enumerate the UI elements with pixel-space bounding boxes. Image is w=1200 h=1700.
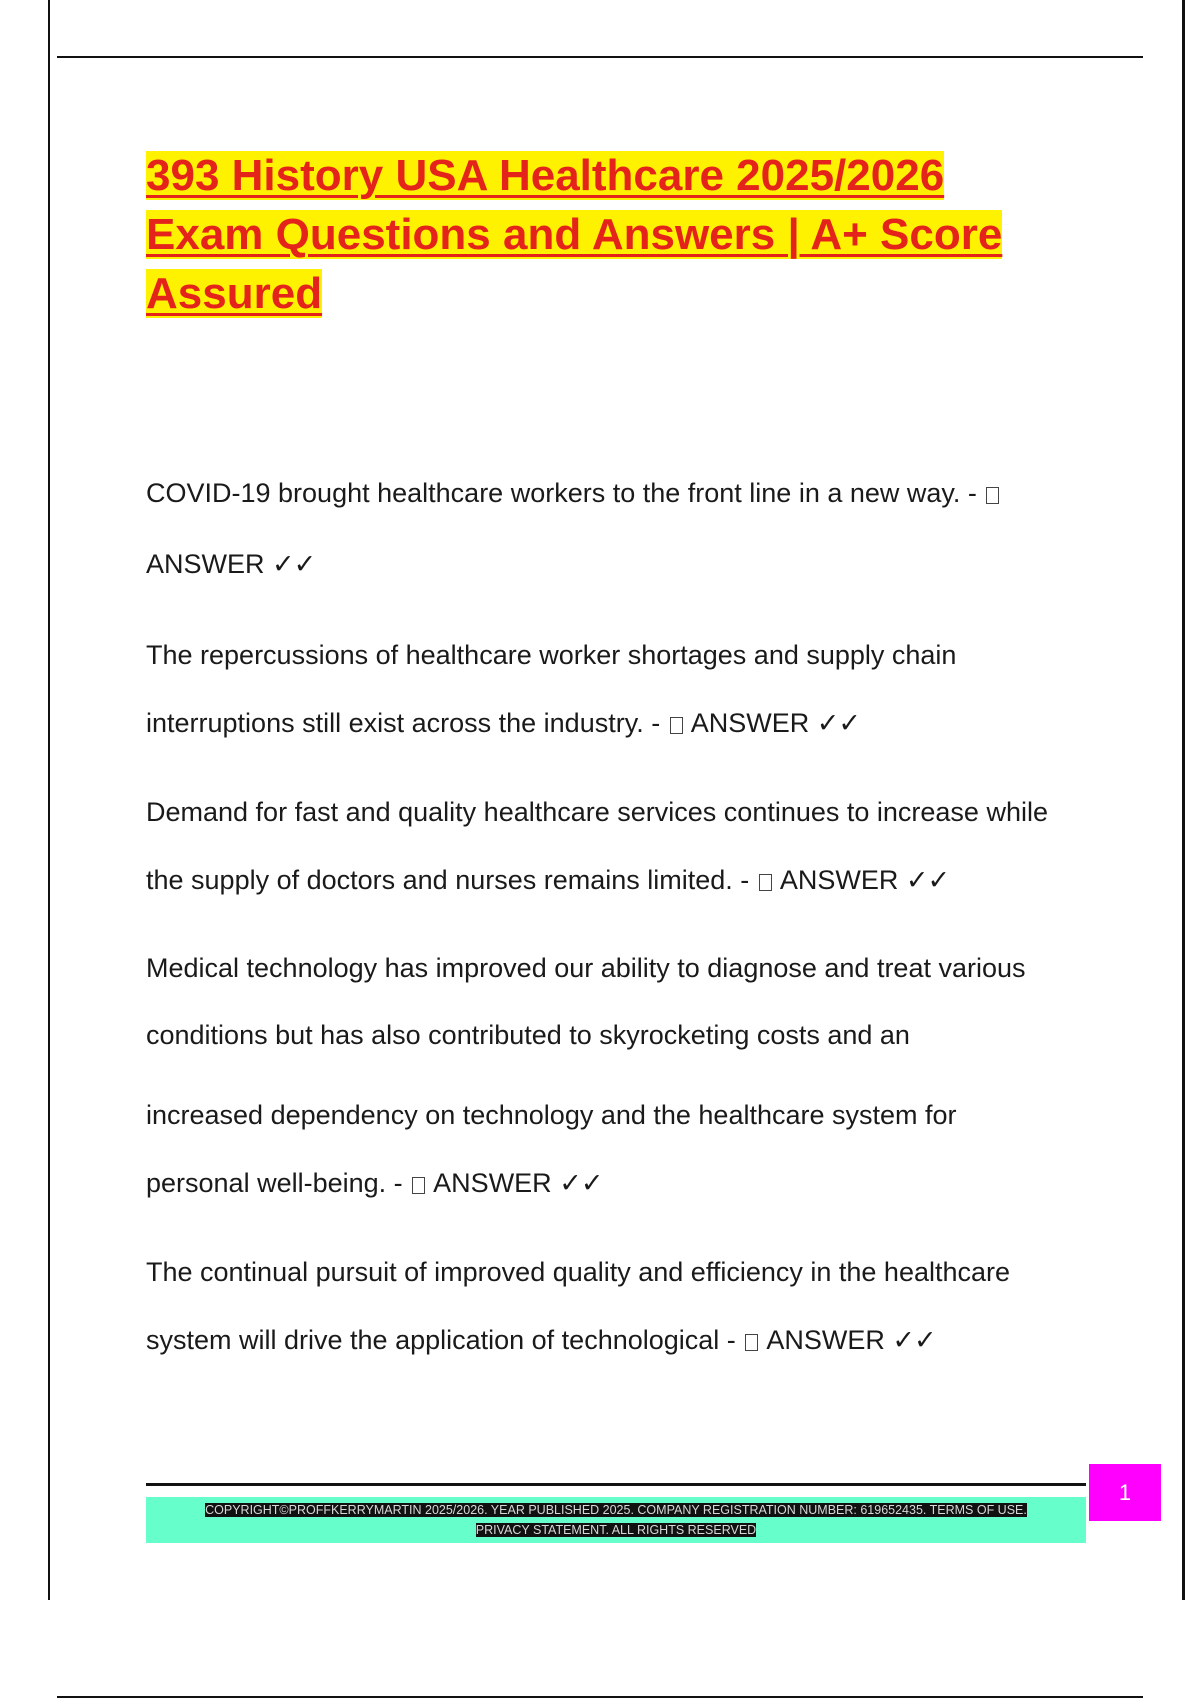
- copyright-line-2: PRIVACY STATEMENT. ALL RIGHTS RESERVED: [475, 1523, 757, 1537]
- question-1-answer: [146, 549, 315, 580]
- title-line-3: Assured: [146, 269, 323, 318]
- title-line-2: Exam Questions and Answers | A+ Score: [146, 210, 1003, 259]
- question-4-line-1: Medical technology has improved our ability to diagnose and treat various: [146, 953, 1026, 983]
- document-title: [146, 146, 1096, 323]
- double-check-icon: ✓✓: [892, 1325, 936, 1355]
- page-border-left: [48, 0, 50, 1600]
- question-2-line-2: interruptions still exist across the industry. - ANSWER ✓✓: [146, 708, 860, 738]
- missing-glyph-icon: [759, 874, 772, 891]
- page-border-right: [1182, 0, 1185, 1600]
- answer-label: ANSWER: [146, 549, 265, 579]
- question-4-line-2: conditions but has also contributed to skyrocketing costs and an: [146, 1020, 910, 1050]
- question-4-line-4: personal well-being. - ANSWER ✓✓: [146, 1168, 603, 1198]
- answer-label: ANSWER: [433, 1168, 552, 1198]
- missing-glyph-icon: [670, 717, 683, 734]
- answer-label: ANSWER: [766, 1325, 885, 1355]
- footer-rule: [146, 1483, 1086, 1486]
- missing-glyph-icon: [986, 487, 999, 504]
- title-line-1: 393 History USA Healthcare 2025/2026: [146, 151, 945, 200]
- question-5-line-1: The continual pursuit of improved quality and efficiency in the healthcare: [146, 1257, 1011, 1287]
- missing-glyph-icon: [745, 1334, 758, 1351]
- answer-label: ANSWER: [690, 708, 810, 738]
- double-check-icon: ✓✓: [816, 708, 860, 738]
- double-check-icon: ✓✓: [905, 865, 950, 895]
- bottom-rule: [57, 1696, 1143, 1698]
- question-3-line-2: the supply of doctors and nurses remains limited. - ANSWER ✓✓: [146, 865, 950, 895]
- question-4-line-3: increased dependency on technology and the healthcare system for: [146, 1100, 957, 1130]
- question-5-line-2: system will drive the application of technological - ANSWER ✓✓: [146, 1325, 936, 1355]
- page-number-badge: 1: [1089, 1464, 1161, 1521]
- missing-glyph-icon: [412, 1177, 425, 1194]
- answer-label: ANSWER: [779, 865, 899, 895]
- double-check-icon: ✓✓: [559, 1168, 603, 1198]
- copyright-footer: [146, 1497, 1086, 1543]
- question-3-line-1: Demand for fast and quality healthcare services continues to increase while: [146, 797, 1048, 827]
- copyright-line-1: COPYRIGHT©PROFFKERRYMARTIN 2025/2026. YEAR PUBLISHED 2025. COMPANY REGISTRATION NUMBER: 619652435. TERMS OF USE.: [205, 1503, 1027, 1517]
- double-check-icon: ✓✓: [272, 549, 316, 579]
- question-2-line-1: The repercussions of healthcare worker shortages and supply chain: [146, 640, 957, 670]
- top-rule: [57, 56, 1143, 58]
- question-1-line-1: COVID-19 brought healthcare workers to the front line in a new way. -: [146, 478, 1001, 509]
